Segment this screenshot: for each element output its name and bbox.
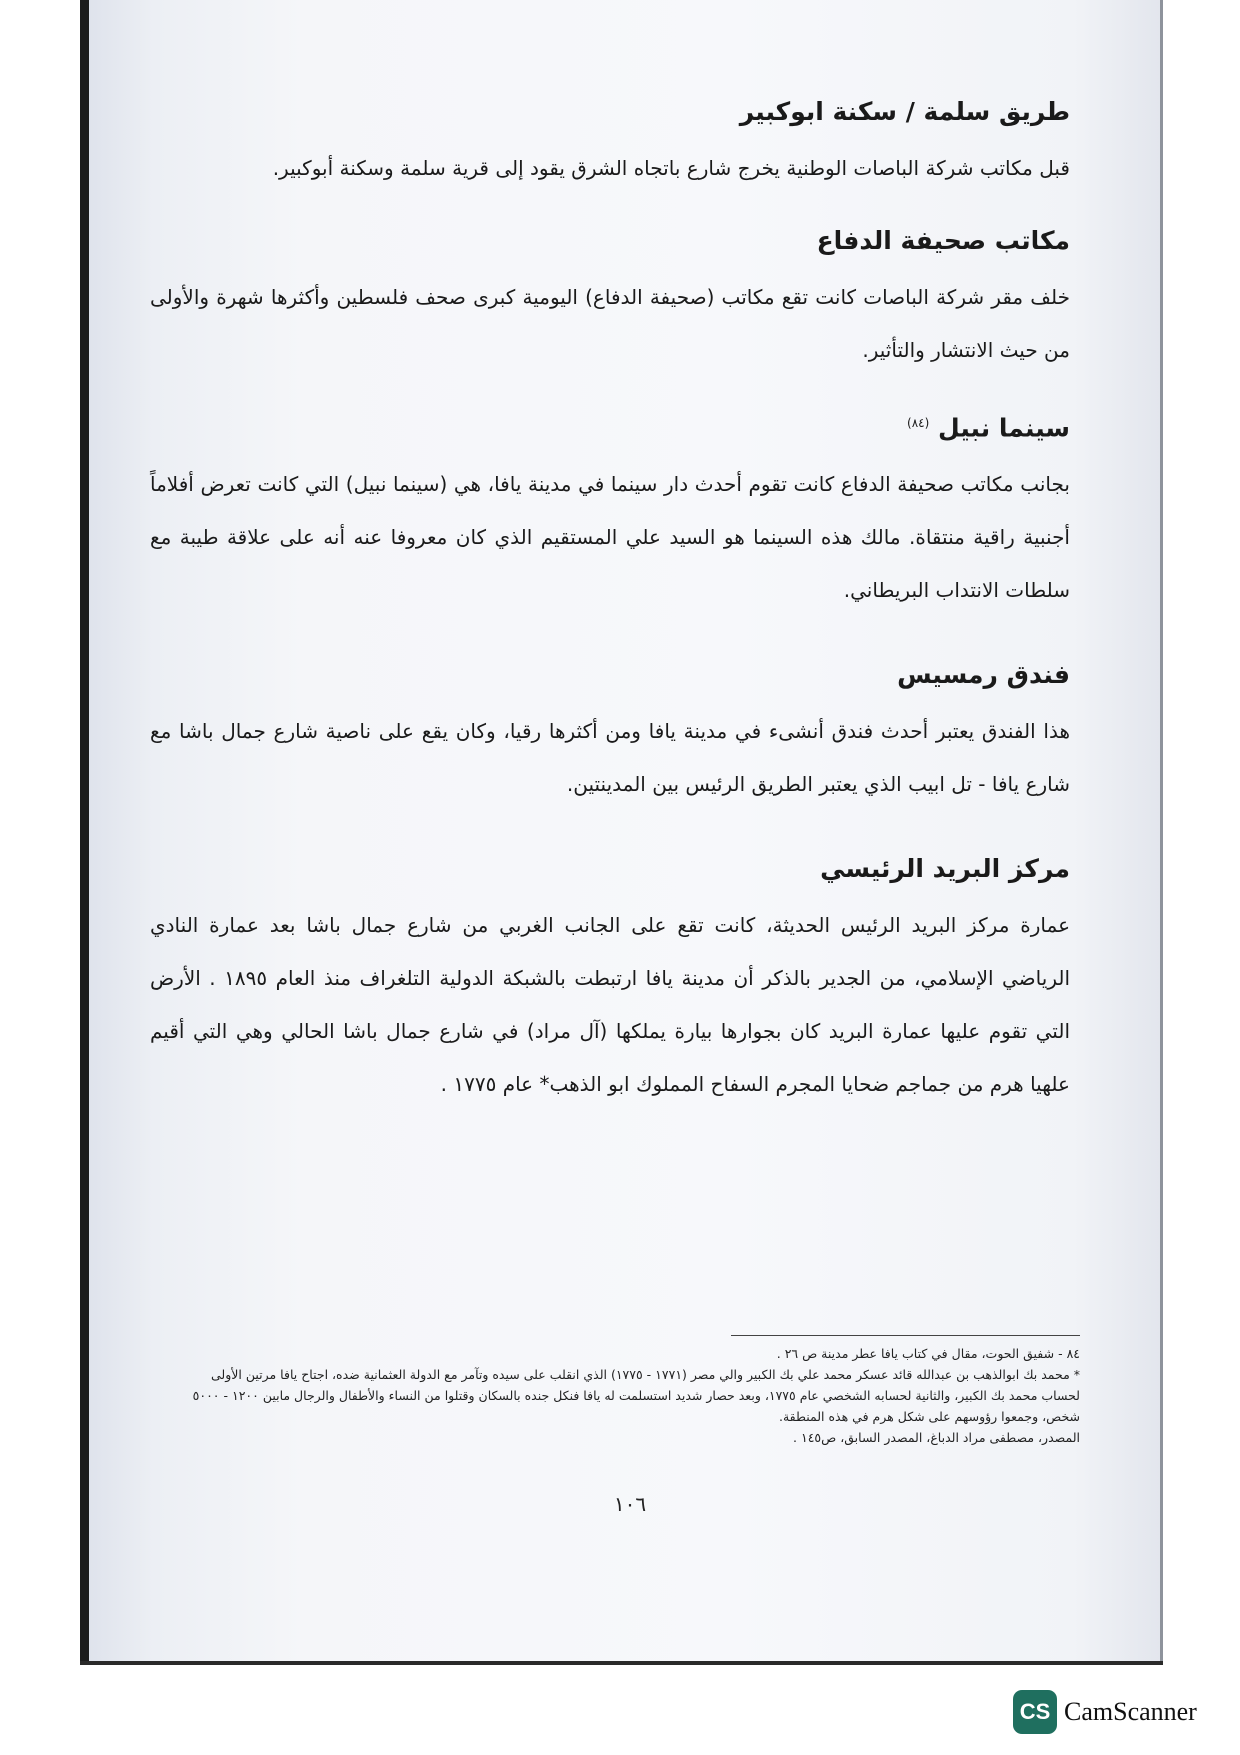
section-paragraph: قبل مكاتب شركة الباصات الوطنية يخرج شارع باتجاه الشرق يقود إلى قرية سلمة وسكنة أبوكبير. bbox=[272, 156, 1070, 180]
footnote-star: * محمد بك ابوالذهب بن عبدالله قائد عسكر محمد علي بك الكبير والي مصر (١٧٧١ - ١٧٧٥) الذي انقلب على سيده وتآمر مع الدولة العثمانية ضده، اجتاح يافا مرتين الأولى لحساب محمد بك الكبير، والثانية لحسابه الشخصي عام ١٧٧٥، وبعد حصار شديد استسلمت له يافا فنكل جنده بالسكان وقتلوا من النساء والأطفال والرجال مابين ١٢٠٠ - ٥٠٠٠ شخص، وجمعوا رؤوسهم على شكل هرم في هذه المنطقة. bbox=[192, 1367, 1080, 1424]
section-heading: طريق سلمة / سكنة ابوكبير bbox=[739, 97, 1070, 126]
footnote-84: ٨٤ - شفيق الحوت، مقال في كتاب يافا عطر مدينة ص ٢٦ . bbox=[776, 1346, 1080, 1361]
footnote-divider bbox=[731, 1335, 1080, 1336]
page-body bbox=[150, 82, 1070, 1111]
section-paragraph: هذا الفندق يعتبر أحدث فندق أنشىء في مدينة يافا ومن أكثرها رقيا، وكان يقع على ناصية شارع جمال باشا مع شارع يافا - تل ابيب الذي يعتبر الطريق الرئيس بين المدينتين. bbox=[150, 719, 1070, 797]
section-heading: مكاتب صحيفة الدفاع bbox=[816, 226, 1070, 255]
footnote-ref: (٨٤) bbox=[907, 416, 930, 430]
section-main-post-office bbox=[150, 839, 1070, 1111]
book-spine-edge bbox=[80, 0, 89, 1663]
page-bottom-edge bbox=[80, 1661, 1163, 1665]
section-heading-text: سينما نبيل bbox=[938, 413, 1070, 443]
section-difaa-offices bbox=[150, 211, 1070, 377]
footnotes bbox=[170, 1343, 1080, 1448]
section-paragraph: بجانب مكاتب صحيفة الدفاع كانت تقوم أحدث دار سينما في مدينة يافا، هي (سينما نبيل) التي كانت تعرض أفلاماً أجنبية راقية منتقاة. مالك هذه السينما هو السيد علي المستقيم الذي كان معروفا عنه أنه على علاقة طيبة مع سلطات الانتداب البريطاني. bbox=[150, 472, 1070, 603]
section-paragraph: عمارة مركز البريد الرئيس الحديثة، كانت تقع على الجانب الغربي من شارع جمال باشا بعد عمارة النادي الرياضي الإسلامي، من الجدير بالذكر أن مدينة يافا ارتبطت بالشبكة الدولية التلغراف منذ العام ١٨٩٥ . الأرض التي تقوم عليها عمارة البريد كان بجوارها بيارة يملكها (آل مراد) في شارع جمال باشا الحالي وهي التي أقيم علهيا هرم من جماجم ضحايا المجرم السفاح المملوك ابو الذهب* عام ١٧٧٥ . bbox=[150, 913, 1071, 1097]
page-right-edge bbox=[1160, 0, 1163, 1663]
page-number: ١٠٦ bbox=[613, 1492, 647, 1516]
section-heading: مركز البريد الرئيسي bbox=[820, 854, 1070, 884]
section-paragraph: خلف مقر شركة الباصات كانت تقع مكاتب (صحيفة الدفاع) اليومية كبرى صحف فلسطين وأكثرها شهرة والأولى من حيث الانتشار والتأثير. bbox=[150, 285, 1070, 362]
section-heading bbox=[150, 393, 1070, 458]
section-heading: فندق رمسيس bbox=[897, 660, 1070, 690]
camscanner-wordmark: CamScanner bbox=[1064, 1697, 1197, 1726]
footnote-source: المصدر، مصطفى مراد الدباغ، المصدر السابق، ص١٤٥ . bbox=[793, 1430, 1080, 1445]
section-salama-road bbox=[150, 82, 1070, 195]
section-hotel-ramses bbox=[150, 645, 1070, 811]
section-cinema-nabil bbox=[150, 393, 1070, 617]
camscanner-logo-icon: CS bbox=[1013, 1690, 1057, 1734]
